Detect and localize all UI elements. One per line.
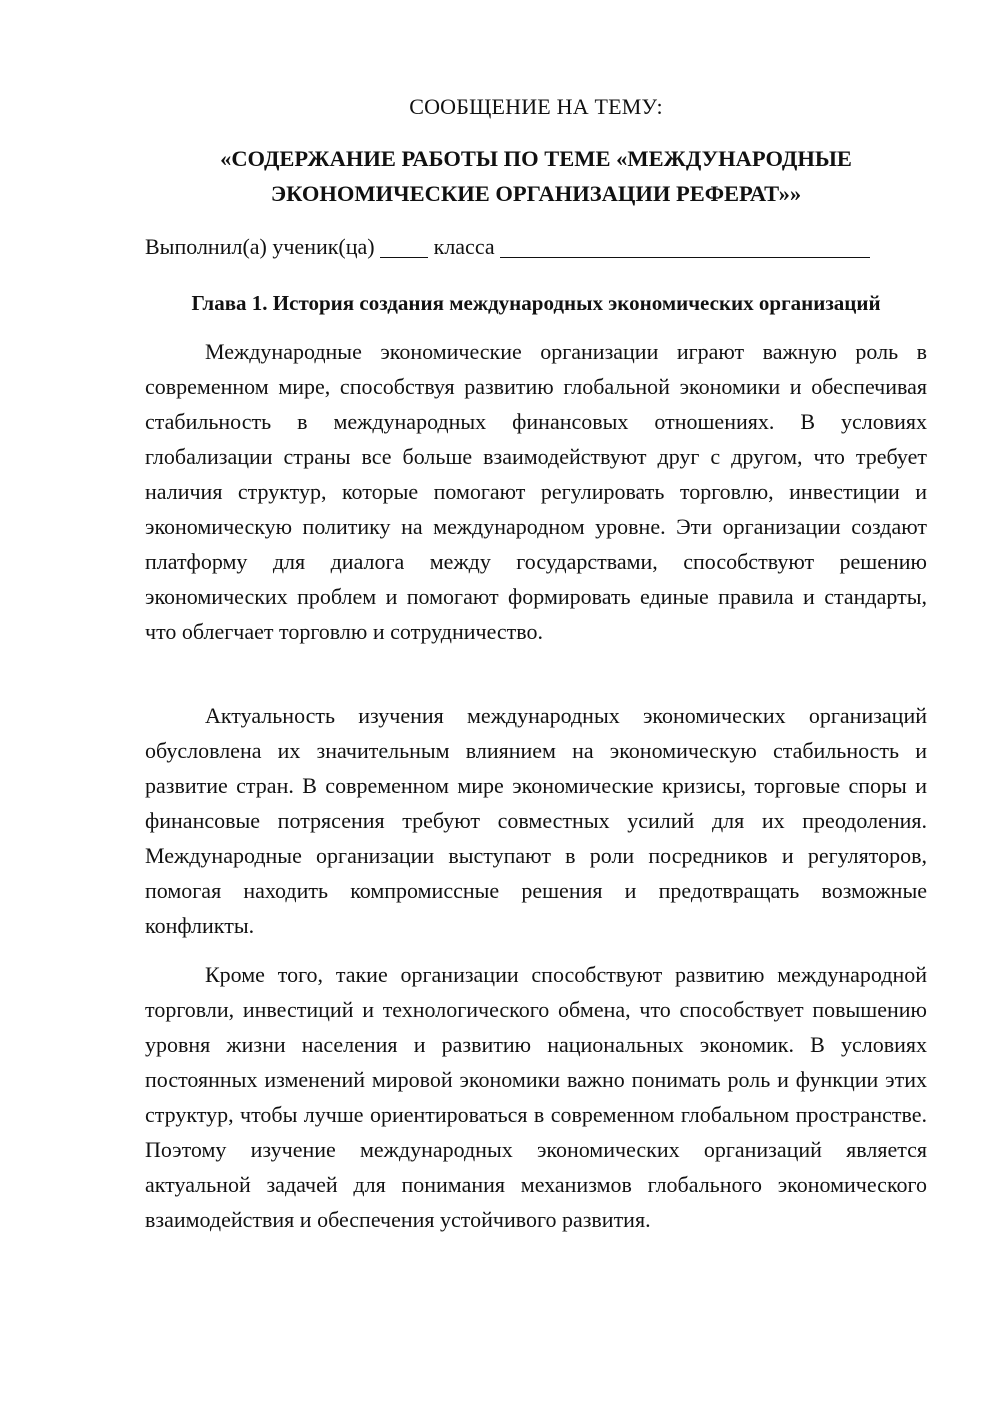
body-paragraph: Актуальность изучения международных экономических организаций обусловлена их значительным влиянием на экономическую стабильность и развитие стран. В современном мире экономические кризисы, торговые споры и финансовые потрясения требуют совместных усилий для их преодоления. Международные организации выступают в роли посредников и регуляторов, помогая находить компромиссные решения и предотвращать возможные конфликты. — [145, 703, 927, 938]
heading-label: СООБЩЕНИЕ НА ТЕМУ: — [409, 94, 663, 119]
document-title: «СОДЕРЖАНИЕ РАБОТЫ ПО ТЕМЕ «МЕЖДУНАРОДНЫЕ ЭКОНОМИЧЕСКИЕ ОРГАНИЗАЦИИ РЕФЕРАТ»» — [220, 146, 852, 206]
performed-by-label: Выполнил(а) ученик(ца) — [145, 234, 375, 259]
class-number-blank — [380, 235, 428, 258]
signature-line — [145, 229, 927, 264]
class-label: класса — [433, 234, 495, 259]
student-name-blank — [500, 235, 870, 258]
body-paragraph: Кроме того, такие организации способствуют развитию международной торговли, инвестиций и технологического обмена, что способствует повышению уровня жизни населения и развитию национальных экономик. В условиях постоянных изменений мировой экономики важно понимать роль и функции этих структур, чтобы лучше ориентироваться в современном глобальном пространстве. Поэтому изучение международных экономических организаций является актуальной задачей для понимания механизмов глобального экономического взаимодействия и обеспечения устойчивого развития. — [145, 962, 927, 1232]
chapter-heading: Глава 1. История создания международных экономических организаций — [191, 291, 881, 315]
body-paragraph: Международные экономические организации играют важную роль в современном мире, способствуя развитию глобальной экономики и обеспечивая стабильность в международных финансовых отношениях. В условиях глобализации страны все больше взаимодействуют друг с другом, что требует наличия структур, которые помогают регулировать торговлю, инвестиции и экономическую политику на международном уровне. Эти организации создают платформу для диалога между государствами, способствуют решению экономических проблем и помогают формировать единые правила и стандарты, что облегчает торговлю и сотрудничество. — [145, 339, 927, 644]
